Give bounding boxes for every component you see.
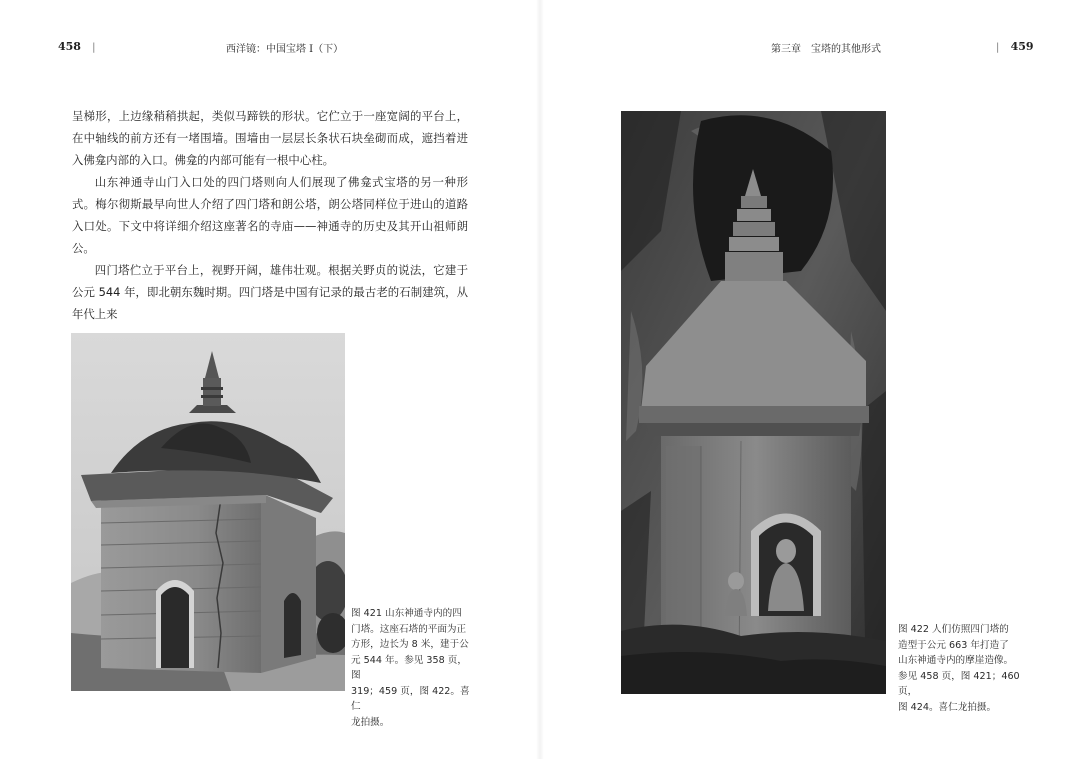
- paragraph: 山东神通寺山门入口处的四门塔则向人们展现了佛龛式宝塔的另一种形式。梅尔彻斯最早向世人介绍了四门塔和朗公塔，朗公塔同样位于进山的道路入口处。下文中将详细介绍这座著名的寺庙——神通寺的历史及其开山祖师朗公。: [72, 175, 468, 255]
- figure-422-caption: [898, 622, 1020, 715]
- left-header-separator: |: [92, 42, 96, 53]
- caption-line: 参见 458 页，图 421；460 页，: [898, 670, 1020, 697]
- left-header: [58, 40, 96, 53]
- caption-line: 造型于公元 663 年打造了: [898, 639, 1009, 651]
- caption-line: 方形，边长为 8 米，建于公: [351, 639, 469, 650]
- caption-line: 319；459 页，图 422。喜仁: [351, 685, 470, 712]
- paragraph: 呈梯形，上边缘稍稍拱起，类似马蹄铁的形状。它伫立于一座宽阔的平台上，在中轴线的前方还有一堵围墙。围墙由一层层长条状石块垒砌而成，遮挡着进入佛龛内部的入口。佛龛的内部可能有一根中心柱。: [72, 109, 468, 167]
- caption-line: 门塔。这座石塔的平面为正: [351, 623, 467, 635]
- caption-line: 元 544 年。参见 358 页，图: [351, 654, 467, 681]
- right-header: [996, 40, 1034, 53]
- right-running-title: 第三章 宝塔的其他形式: [771, 44, 881, 55]
- left-page-number: 458: [58, 40, 81, 53]
- cliff-shrine-photo: [621, 111, 886, 694]
- paragraph: 四门塔伫立于平台上，视野开阔，雄伟壮观。根据关野贞的说法，它建于公元 544 年，即北朝东魏时期。四门塔是中国有记录的最古老的石制建筑，从年代上来: [72, 263, 468, 321]
- figure-421-caption: [351, 606, 471, 730]
- right-page-number: 459: [1010, 40, 1034, 53]
- caption-line: 图 421 山东神通寺内的四: [351, 608, 462, 619]
- cliff-shrine-illustration: [621, 111, 886, 694]
- caption-line: 龙拍摄。: [351, 716, 390, 728]
- caption-line: 图 422 人们仿照四门塔的: [898, 624, 1009, 635]
- stone-pagoda-photo: [71, 333, 345, 691]
- right-header-separator: |: [996, 42, 1000, 53]
- body-text: [72, 105, 468, 325]
- caption-line: 山东神通寺内的摩崖造像。: [898, 655, 1014, 666]
- left-running-title: 西洋镜：中国宝塔 I（下）: [226, 44, 344, 55]
- caption-line: 图 424。喜仁龙拍摄。: [898, 701, 997, 713]
- page-gutter: [536, 0, 544, 759]
- stone-pagoda-illustration: [71, 333, 345, 691]
